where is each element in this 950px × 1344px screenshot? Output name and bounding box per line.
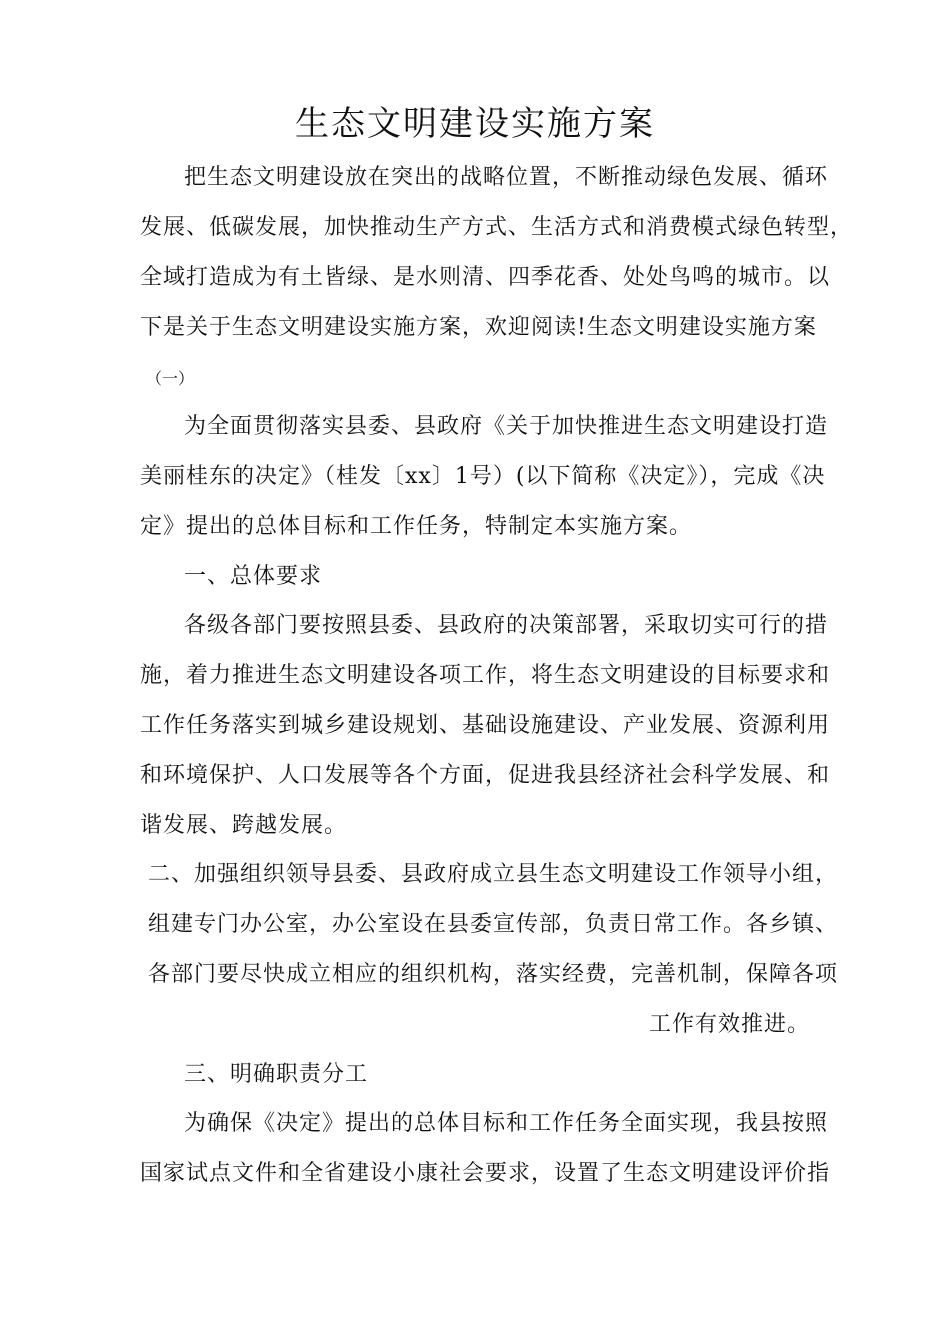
- section1-line-2: 施，着力推进生态文明建设各项工作，将生态文明建设的目标要求和: [140, 663, 831, 688]
- section1-line-4: 和环境保护、人口发展等各个方面，促进我县经济社会科学发展、和: [140, 763, 831, 788]
- section2-line-1: 二、加强组织领导县委、县政府成立县生态文明建设工作领导小组，: [148, 862, 839, 887]
- para1-line-2: 美丽桂东的决定》（桂发〔xx〕1号）(以下简称《决定》），完成《决: [140, 464, 826, 489]
- intro-line-5: （一）: [146, 369, 195, 388]
- para1-line-3: 定》提出的总体目标和工作任务，特制定本实施方案。: [140, 514, 693, 539]
- section2-line-3: 各部门要尽快成立相应的组织机构，落实经费，完善机制，保障各项: [148, 962, 839, 987]
- intro-line-1: 把生态文明建设放在突出的战略位置，不断推动绿色发展、循环: [184, 165, 829, 190]
- section3-heading: 三、明确职责分工: [184, 1062, 369, 1087]
- section1-line-1: 各级各部门要按照县委、县政府的决策部署，采取切实可行的措: [184, 613, 829, 638]
- intro-line-4: 下是关于生态文明建设实施方案，欢迎阅读!生态文明建设实施方案: [140, 315, 817, 340]
- section2-line-2: 组建专门办公室，办公室设在县委宣传部，负责日常工作。各乡镇、: [148, 912, 839, 937]
- section1-line-3: 工作任务落实到城乡建设规划、基础设施建设、产业发展、资源利用: [140, 713, 831, 738]
- section3-line-1: 为确保《决定》提出的总体目标和工作任务全面实现，我县按照: [184, 1111, 829, 1136]
- intro-line-3: 全域打造成为有土皆绿、是水则清、四季花香、处处鸟鸣的城市。以: [140, 265, 831, 290]
- section1-heading: 一、总体要求: [184, 564, 323, 589]
- document-title: 生态文明建设实施方案: [295, 104, 655, 144]
- section2-line-4: 工作有效推进。: [648, 1012, 810, 1037]
- intro-line-2: 发展、低碳发展，加快推动生产方式、生活方式和消费模式绿色转型，: [140, 215, 854, 240]
- para1-line-1: 为全面贯彻落实县委、县政府《关于加快推进生态文明建设打造: [184, 414, 829, 439]
- section3-line-2: 国家试点文件和全省建设小康社会要求，设置了生态文明建设评价指: [140, 1161, 831, 1186]
- section1-line-5: 谐发展、跨越发展。: [140, 813, 348, 838]
